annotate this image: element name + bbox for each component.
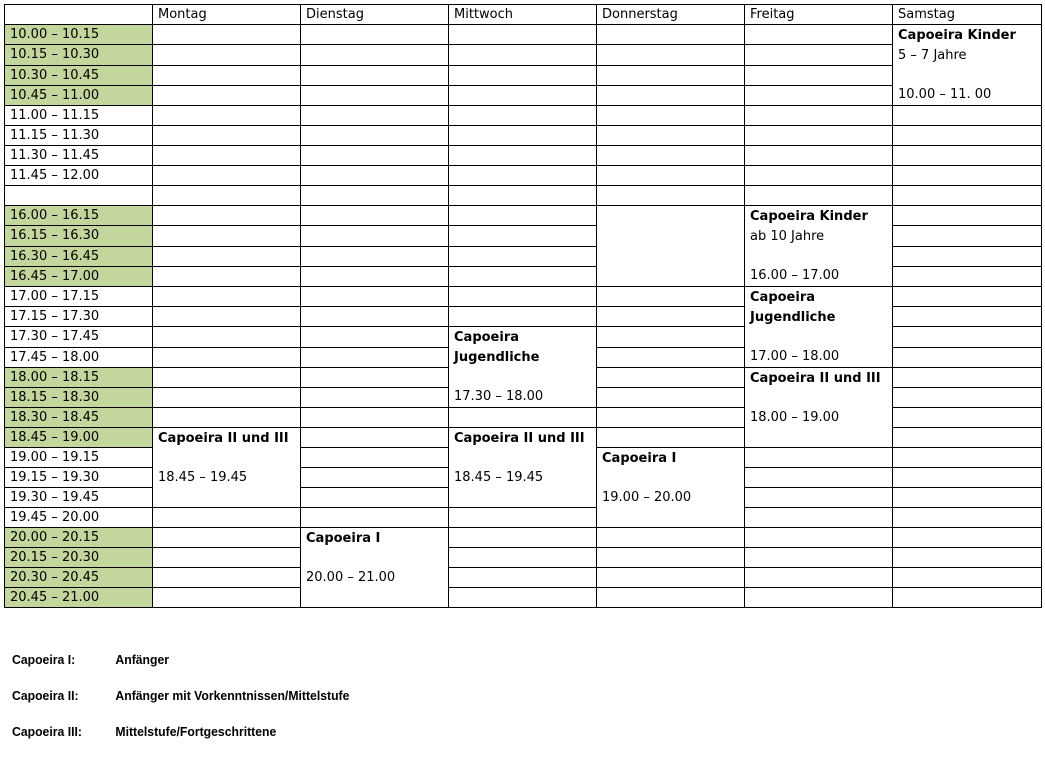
empty-cell	[301, 106, 449, 126]
empty-cell	[153, 348, 301, 368]
schedule-row	[5, 106, 1042, 126]
time-slot-label: 10.45 – 11.00	[5, 85, 153, 105]
legend-definition: Anfänger mit Vorkenntnissen/Mittelstufe	[115, 688, 350, 703]
class-block	[745, 368, 893, 448]
empty-cell	[301, 448, 449, 468]
time-slot-label: 20.30 – 20.45	[5, 568, 153, 588]
empty-cell	[597, 307, 745, 327]
empty-cell	[893, 468, 1042, 488]
day-header-dienstag: Dienstag	[301, 5, 449, 25]
class-time: 19.00 – 20.00	[602, 490, 692, 505]
empty-cell	[893, 146, 1042, 166]
day-header-freitag: Freitag	[745, 5, 893, 25]
time-slot-label: 16.00 – 16.15	[5, 206, 153, 226]
class-time: 16.00 – 17.00	[750, 268, 840, 283]
empty-cell	[745, 468, 893, 488]
empty-cell	[745, 448, 893, 468]
day-header-donnerstag: Donnerstag	[597, 5, 745, 25]
day-header-mittwoch: Mittwoch	[449, 5, 597, 25]
empty-cell	[153, 226, 301, 246]
class-title: Capoeira II und III	[750, 371, 881, 386]
empty-cell	[301, 166, 449, 186]
time-slot-label: 17.15 – 17.30	[5, 307, 153, 327]
day-header-samstag: Samstag	[893, 5, 1042, 25]
time-slot-label: 16.45 – 17.00	[5, 266, 153, 286]
empty-cell	[597, 408, 745, 428]
empty-cell	[745, 25, 893, 45]
empty-cell	[597, 166, 745, 186]
empty-cell	[597, 428, 745, 448]
empty-cell	[745, 186, 893, 206]
empty-cell	[893, 428, 1042, 448]
class-block	[745, 287, 893, 368]
empty-cell	[893, 226, 1042, 246]
class-title: Capoeira Jugendliche	[454, 330, 540, 365]
time-slot-label: 17.45 – 18.00	[5, 348, 153, 368]
empty-cell	[301, 25, 449, 45]
class-block	[597, 448, 745, 528]
empty-cell	[745, 548, 893, 568]
spacer	[454, 368, 596, 387]
empty-cell	[597, 146, 745, 166]
class-time: 17.30 – 18.00	[454, 389, 544, 404]
empty-cell	[893, 588, 1042, 608]
time-slot-label: 17.30 – 17.45	[5, 327, 153, 348]
empty-cell	[301, 307, 449, 327]
time-slot-label: 16.30 – 16.45	[5, 246, 153, 266]
empty-cell	[301, 488, 449, 508]
schedule-row	[5, 65, 1042, 85]
empty-cell	[893, 448, 1042, 468]
class-time: 20.00 – 21.00	[306, 570, 396, 585]
empty-cell	[301, 206, 449, 226]
class-time: 18.45 – 19.45	[454, 470, 544, 485]
empty-cell	[153, 568, 301, 588]
legend-term: Capoeira I:	[12, 652, 76, 667]
empty-cell	[893, 186, 1042, 206]
empty-cell	[301, 468, 449, 488]
empty-cell	[745, 106, 893, 126]
empty-cell	[301, 246, 449, 266]
time-slot-label: 11.45 – 12.00	[5, 166, 153, 186]
empty-cell	[893, 126, 1042, 146]
empty-cell	[449, 568, 597, 588]
empty-cell	[893, 508, 1042, 528]
empty-cell	[745, 528, 893, 548]
legend-definition: Mittelstufe/Fortgeschrittene	[115, 724, 277, 739]
empty-cell	[597, 327, 745, 348]
empty-cell	[449, 45, 597, 65]
empty-cell	[449, 246, 597, 266]
empty-cell	[153, 126, 301, 146]
empty-cell	[153, 408, 301, 428]
empty-cell	[893, 327, 1042, 348]
day-header-montag: Montag	[153, 5, 301, 25]
empty-cell	[301, 65, 449, 85]
schedule-row	[5, 548, 1042, 568]
class-title: Capoeira Kinder	[898, 28, 1016, 43]
spacer	[158, 449, 300, 468]
empty-cell	[153, 548, 301, 568]
schedule-body	[5, 25, 1042, 608]
empty-cell	[153, 368, 301, 388]
empty-cell	[449, 186, 597, 206]
empty-cell	[449, 206, 597, 226]
empty-cell	[449, 287, 597, 307]
empty-cell	[449, 226, 597, 246]
spacer	[898, 66, 1041, 85]
empty-cell	[153, 588, 301, 608]
empty-cell	[153, 25, 301, 45]
time-slot-label: 11.30 – 11.45	[5, 146, 153, 166]
spacer	[750, 389, 892, 408]
empty-cell	[597, 388, 745, 408]
class-title: Capoeira I	[306, 531, 381, 546]
empty-cell	[153, 85, 301, 105]
time-slot-label: 20.45 – 21.00	[5, 588, 153, 608]
class-block	[893, 25, 1042, 106]
empty-cell	[449, 25, 597, 45]
class-block	[449, 327, 597, 408]
corner-cell	[5, 5, 153, 25]
schedule-row	[5, 45, 1042, 65]
schedule-table	[4, 4, 1042, 608]
empty-cell	[153, 146, 301, 166]
empty-cell	[301, 368, 449, 388]
empty-cell	[449, 106, 597, 126]
empty-cell	[893, 348, 1042, 368]
empty-cell	[893, 368, 1042, 388]
empty-cell	[301, 327, 449, 348]
schedule-row	[5, 588, 1042, 608]
empty-cell	[301, 45, 449, 65]
time-slot-label: 18.15 – 18.30	[5, 388, 153, 408]
empty-cell	[597, 126, 745, 146]
empty-cell	[893, 266, 1042, 286]
empty-cell	[301, 287, 449, 307]
schedule-row	[5, 206, 1042, 226]
empty-cell	[597, 368, 745, 388]
class-subtitle: 5 – 7 Jahre	[898, 48, 967, 63]
spacer	[750, 328, 892, 347]
empty-cell	[153, 106, 301, 126]
class-time: 10.00 – 11. 00	[898, 87, 992, 102]
empty-cell	[449, 307, 597, 327]
legend-term: Capoeira III:	[12, 724, 82, 739]
empty-cell	[449, 548, 597, 568]
class-block	[597, 206, 745, 287]
empty-cell	[597, 568, 745, 588]
empty-cell	[301, 85, 449, 105]
empty-cell	[301, 348, 449, 368]
schedule-row	[5, 166, 1042, 186]
spacer	[750, 247, 892, 266]
class-time: 18.00 – 19.00	[750, 410, 840, 425]
empty-cell	[153, 246, 301, 266]
empty-cell	[893, 548, 1042, 568]
empty-cell	[597, 287, 745, 307]
class-time: 17.00 – 18.00	[750, 349, 840, 364]
empty-cell	[153, 206, 301, 226]
empty-cell	[301, 408, 449, 428]
class-title: Capoeira II und III	[158, 431, 289, 446]
empty-cell	[153, 45, 301, 65]
time-slot-label: 10.00 – 10.15	[5, 25, 153, 45]
empty-cell	[597, 548, 745, 568]
empty-cell	[893, 106, 1042, 126]
schedule-row	[5, 287, 1042, 307]
empty-cell	[153, 186, 301, 206]
empty-cell	[745, 166, 893, 186]
legend-definition: Anfänger	[115, 652, 170, 667]
empty-cell	[893, 528, 1042, 548]
header-row	[5, 5, 1042, 25]
time-slot-label: 19.00 – 19.15	[5, 448, 153, 468]
class-title: Capoeira I	[602, 451, 677, 466]
time-slot-label: 10.30 – 10.45	[5, 65, 153, 85]
time-slot-label: 18.00 – 18.15	[5, 368, 153, 388]
empty-cell	[745, 126, 893, 146]
empty-cell	[893, 488, 1042, 508]
class-title: Capoeira Kinder	[750, 209, 868, 224]
empty-cell	[893, 307, 1042, 327]
time-slot-label: 18.30 – 18.45	[5, 408, 153, 428]
empty-cell	[301, 226, 449, 246]
empty-cell	[597, 85, 745, 105]
class-block	[153, 428, 301, 508]
empty-cell	[597, 528, 745, 548]
empty-cell	[449, 85, 597, 105]
schedule-row	[5, 528, 1042, 548]
empty-cell	[745, 508, 893, 528]
empty-cell	[153, 266, 301, 286]
spacer	[602, 469, 744, 488]
empty-cell	[893, 388, 1042, 408]
empty-cell	[301, 146, 449, 166]
empty-cell	[597, 25, 745, 45]
time-slot-label: 17.00 – 17.15	[5, 287, 153, 307]
empty-cell	[597, 186, 745, 206]
empty-cell	[745, 146, 893, 166]
empty-cell	[745, 488, 893, 508]
time-slot-label: 19.30 – 19.45	[5, 488, 153, 508]
empty-cell	[449, 126, 597, 146]
empty-cell	[301, 388, 449, 408]
empty-cell	[893, 206, 1042, 226]
empty-cell	[449, 166, 597, 186]
empty-cell	[153, 508, 301, 528]
time-slot-label: 11.15 – 11.30	[5, 126, 153, 146]
class-time: 18.45 – 19.45	[158, 470, 248, 485]
empty-cell	[449, 528, 597, 548]
empty-cell	[597, 65, 745, 85]
time-slot-label: 19.45 – 20.00	[5, 508, 153, 528]
empty-cell	[301, 126, 449, 146]
schedule-row	[5, 85, 1042, 105]
empty-cell	[745, 568, 893, 588]
time-slot-label: 18.45 – 19.00	[5, 428, 153, 448]
class-block	[745, 206, 893, 287]
empty-cell	[301, 508, 449, 528]
empty-cell	[449, 266, 597, 286]
schedule-row	[5, 126, 1042, 146]
time-slot-label: 20.15 – 20.30	[5, 548, 153, 568]
empty-cell	[153, 327, 301, 348]
legend-term: Capoeira II:	[12, 688, 79, 703]
empty-cell	[893, 246, 1042, 266]
empty-cell	[597, 45, 745, 65]
empty-cell	[745, 45, 893, 65]
empty-cell	[153, 166, 301, 186]
empty-cell	[745, 65, 893, 85]
empty-cell	[301, 428, 449, 448]
empty-cell	[893, 287, 1042, 307]
time-slot-label: 20.00 – 20.15	[5, 528, 153, 548]
empty-cell	[449, 588, 597, 608]
empty-cell	[301, 266, 449, 286]
empty-cell	[745, 85, 893, 105]
time-slot-label: 19.15 – 19.30	[5, 468, 153, 488]
empty-cell	[153, 528, 301, 548]
empty-cell	[597, 348, 745, 368]
class-title: Capoeira II und III	[454, 431, 585, 446]
empty-cell	[153, 388, 301, 408]
class-block	[449, 428, 597, 508]
empty-cell	[449, 408, 597, 428]
schedule-row	[5, 186, 1042, 206]
empty-cell	[153, 307, 301, 327]
class-block	[301, 528, 449, 608]
spacer	[454, 449, 596, 468]
empty-cell	[449, 508, 597, 528]
time-slot-label: 16.15 – 16.30	[5, 226, 153, 246]
empty-cell	[153, 65, 301, 85]
empty-cell	[597, 588, 745, 608]
spacer	[306, 549, 448, 568]
empty-cell	[597, 106, 745, 126]
schedule-row	[5, 568, 1042, 588]
time-slot-label: 11.00 – 11.15	[5, 106, 153, 126]
empty-cell	[893, 166, 1042, 186]
class-subtitle: ab 10 Jahre	[750, 229, 825, 244]
empty-cell	[745, 588, 893, 608]
empty-cell	[893, 568, 1042, 588]
empty-cell	[449, 146, 597, 166]
schedule-row	[5, 25, 1042, 45]
schedule-row	[5, 508, 1042, 528]
class-title: Capoeira Jugendliche	[750, 290, 836, 325]
empty-cell	[449, 65, 597, 85]
time-slot-label	[5, 186, 153, 206]
empty-cell	[893, 408, 1042, 428]
empty-cell	[301, 186, 449, 206]
empty-cell	[153, 287, 301, 307]
schedule-row	[5, 146, 1042, 166]
time-slot-label: 10.15 – 10.30	[5, 45, 153, 65]
